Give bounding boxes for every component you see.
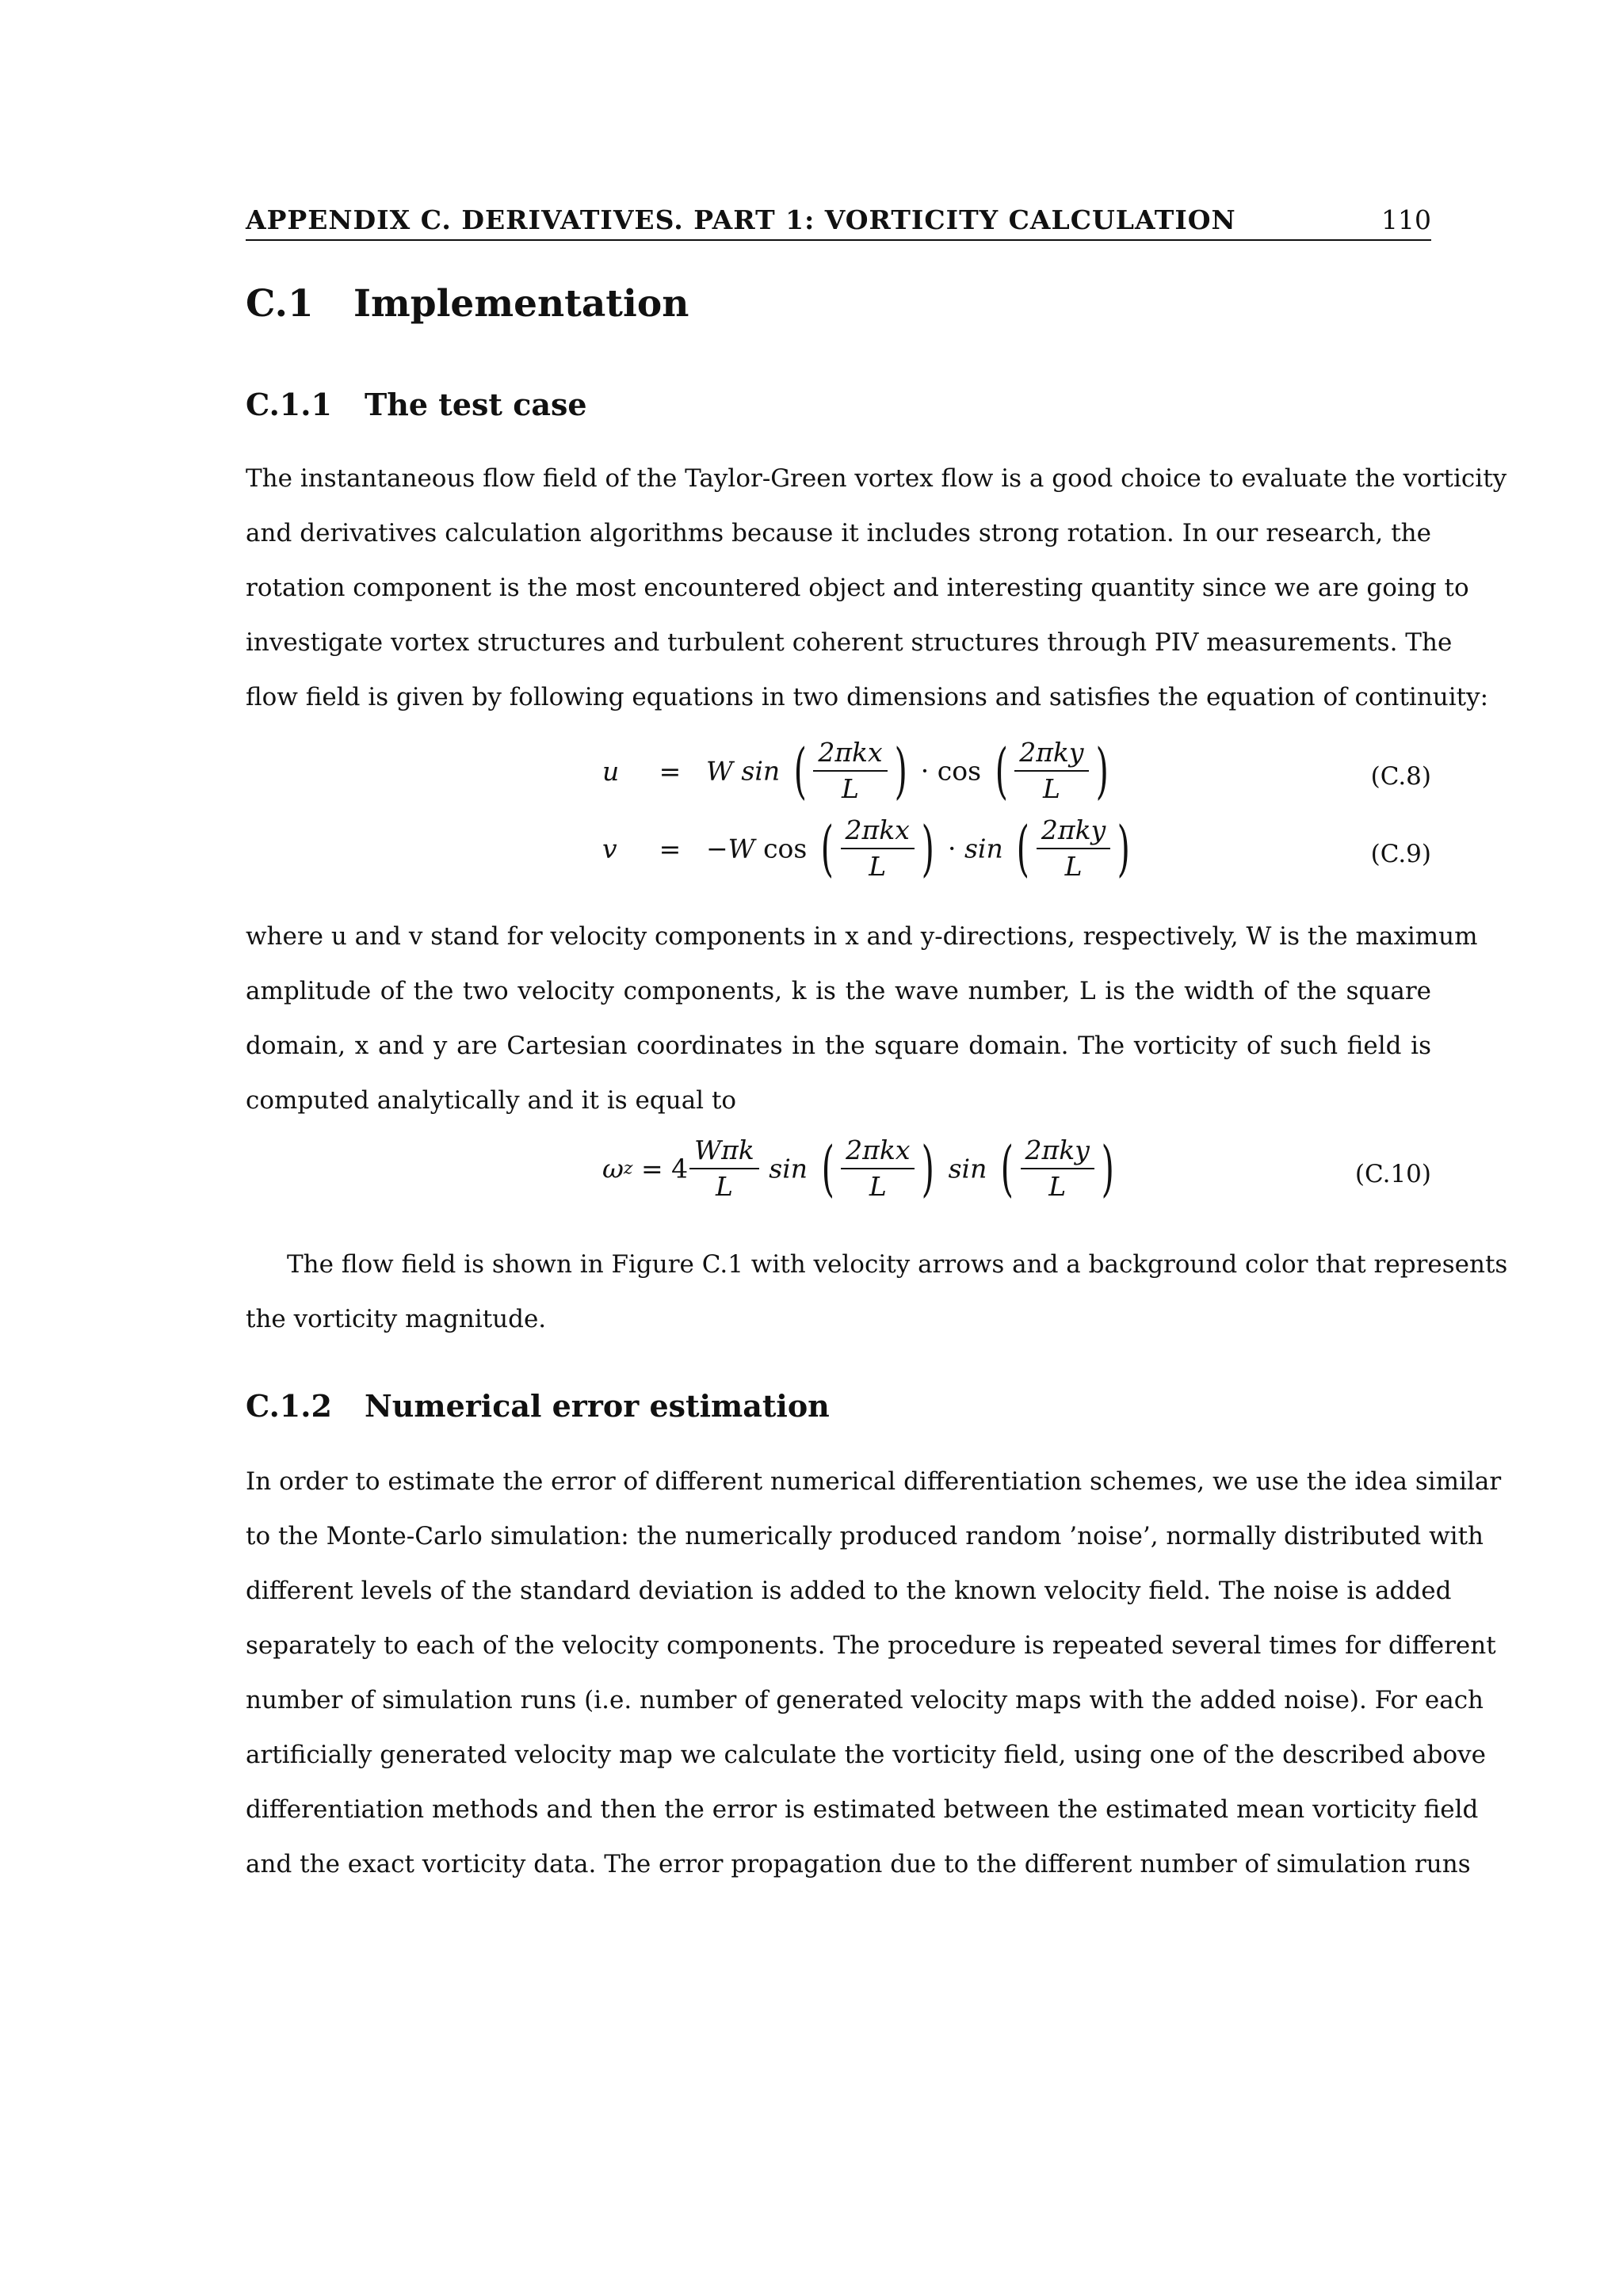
text-line: The instantaneous flow field of the Taylor-Green vortex flow is a good choice to evaluate the vorticity — [246, 464, 1507, 493]
equation-c10 — [246, 1135, 1431, 1214]
eq-lhs: ω — [602, 1153, 624, 1184]
section-number: C.1 — [246, 282, 314, 326]
text-line: the vorticity magnitude. — [246, 1305, 547, 1333]
text-line: number of simulation runs (i.e. number of generated velocity maps with the added noise). For each — [246, 1686, 1484, 1714]
eq-coefficient: W — [706, 755, 733, 787]
subsection-title: The test case — [365, 387, 587, 422]
eq-relation: = — [659, 833, 682, 864]
equation-c9 — [246, 814, 1431, 894]
left-paren: ( — [1000, 1133, 1014, 1203]
text-line: artificially generated velocity map we calculate the vorticity field, using one of the described above — [246, 1741, 1487, 1769]
denominator: L — [1064, 851, 1083, 882]
right-paren: ) — [1095, 735, 1109, 806]
denominator: L — [869, 1171, 887, 1202]
eq-dot: · — [920, 755, 930, 787]
eq-lhs: v — [602, 833, 617, 864]
text-line: and derivatives calculation algorithms because it includes strong rotation. In our research, the — [246, 519, 1431, 547]
eq-lhs: u — [602, 755, 620, 787]
right-paren: ) — [894, 735, 907, 806]
paragraph-test-case — [246, 452, 1507, 725]
paragraph-error-estimation — [246, 1455, 1502, 1892]
eq-function: sin — [948, 1153, 987, 1184]
equation-number: (C.8) — [1370, 762, 1431, 791]
paragraph-figure-ref — [246, 1238, 1508, 1347]
text-line: differentiation methods and then the error is estimated between the estimated mean vorticity field — [246, 1795, 1479, 1824]
equation-number: (C.10) — [1354, 1160, 1431, 1188]
left-paren: ( — [821, 1133, 834, 1203]
text-line: separately to each of the velocity components. The procedure is repeated several times for different — [246, 1631, 1496, 1660]
running-head-title: APPENDIX C. DERIVATIVES. PART 1: VORTICITY CALCULATION — [246, 204, 1236, 235]
right-paren: ) — [1101, 1133, 1114, 1203]
fraction — [689, 1135, 759, 1203]
section-heading — [246, 282, 689, 326]
eq-dot: · — [947, 833, 957, 864]
denominator: L — [842, 773, 859, 804]
subsection-heading-1 — [246, 387, 587, 422]
text-line: In order to estimate the error of different numerical differentiation schemes, we use the idea similar — [246, 1467, 1502, 1496]
subsection-number: C.1.1 — [246, 387, 332, 422]
numerator: 2πkx — [813, 737, 887, 772]
left-paren: ( — [793, 735, 807, 806]
text-line: different levels of the standard deviation is added to the known velocity field. The noise is added — [246, 1577, 1452, 1605]
eq-relation: = — [659, 755, 682, 787]
running-head — [246, 204, 1431, 241]
eq-function: sin — [741, 755, 781, 787]
eq-relation: = 4 — [641, 1153, 689, 1184]
left-paren: ( — [995, 735, 1008, 806]
equation-c8 — [246, 737, 1431, 816]
denominator: L — [716, 1171, 733, 1202]
subsection-number: C.1.2 — [246, 1388, 332, 1424]
fraction — [1021, 1135, 1094, 1203]
text-line: investigate vortex structures and turbulent coherent structures through PIV measurements. The — [246, 628, 1453, 657]
text-line: to the Monte-Carlo simulation: the numerically produced random ’noise’, normally distributed with — [246, 1522, 1484, 1550]
left-paren: ( — [1016, 813, 1030, 883]
eq-function: sin — [964, 833, 1003, 864]
numerator: 2πky — [1037, 814, 1110, 849]
section-title: Implementation — [353, 282, 689, 326]
left-paren: ( — [820, 813, 834, 883]
text-line: rotation component is the most encountered object and interesting quantity since we are going to — [246, 574, 1469, 602]
subsection-title: Numerical error estimation — [365, 1388, 830, 1424]
eq-function: cos — [763, 833, 808, 864]
eq-subscript: z — [623, 1158, 633, 1179]
fraction — [841, 814, 915, 883]
text-line: flow field is given by following equations in two dimensions and satisfies the equation of continuity: — [246, 683, 1489, 711]
numerator: Wπk — [689, 1135, 759, 1169]
eq-function: sin — [769, 1153, 808, 1184]
eq-function: cos — [937, 755, 982, 787]
fraction — [1014, 737, 1088, 805]
denominator: L — [1048, 1171, 1067, 1202]
text-line: amplitude of the two velocity components, k is the wave number, L is the width of the square — [246, 977, 1431, 1005]
eq-coefficient: −W — [706, 833, 755, 864]
subsection-heading-2 — [246, 1388, 830, 1424]
page — [246, 0, 1508, 2296]
text-line: where u and v stand for velocity components in x and y-directions, respectively, W is the maximum — [246, 922, 1478, 951]
numerator: 2πkx — [841, 814, 915, 849]
denominator: L — [869, 851, 887, 882]
text-line: and the exact vorticity data. The error propagation due to the different number of simulation runs — [246, 1850, 1471, 1878]
right-paren: ) — [921, 813, 934, 883]
numerator: 2πky — [1021, 1135, 1094, 1169]
fraction — [1037, 814, 1110, 883]
numerator: 2πkx — [841, 1135, 915, 1169]
text-line: domain, x and y are Cartesian coordinates in the square domain. The vorticity of such field is — [246, 1032, 1431, 1060]
text-line: computed analytically and it is equal to — [246, 1086, 737, 1115]
equation-number: (C.9) — [1370, 840, 1431, 868]
paragraph-definitions — [246, 910, 1478, 1128]
numerator: 2πky — [1014, 737, 1088, 772]
fraction — [841, 1135, 915, 1203]
right-paren: ) — [922, 1133, 935, 1203]
text-line: The flow field is shown in Figure C.1 with velocity arrows and a background color that represents — [287, 1250, 1508, 1279]
page-number: 110 — [1381, 204, 1431, 235]
denominator: L — [1042, 773, 1060, 804]
right-paren: ) — [1117, 813, 1131, 883]
fraction — [813, 737, 887, 805]
